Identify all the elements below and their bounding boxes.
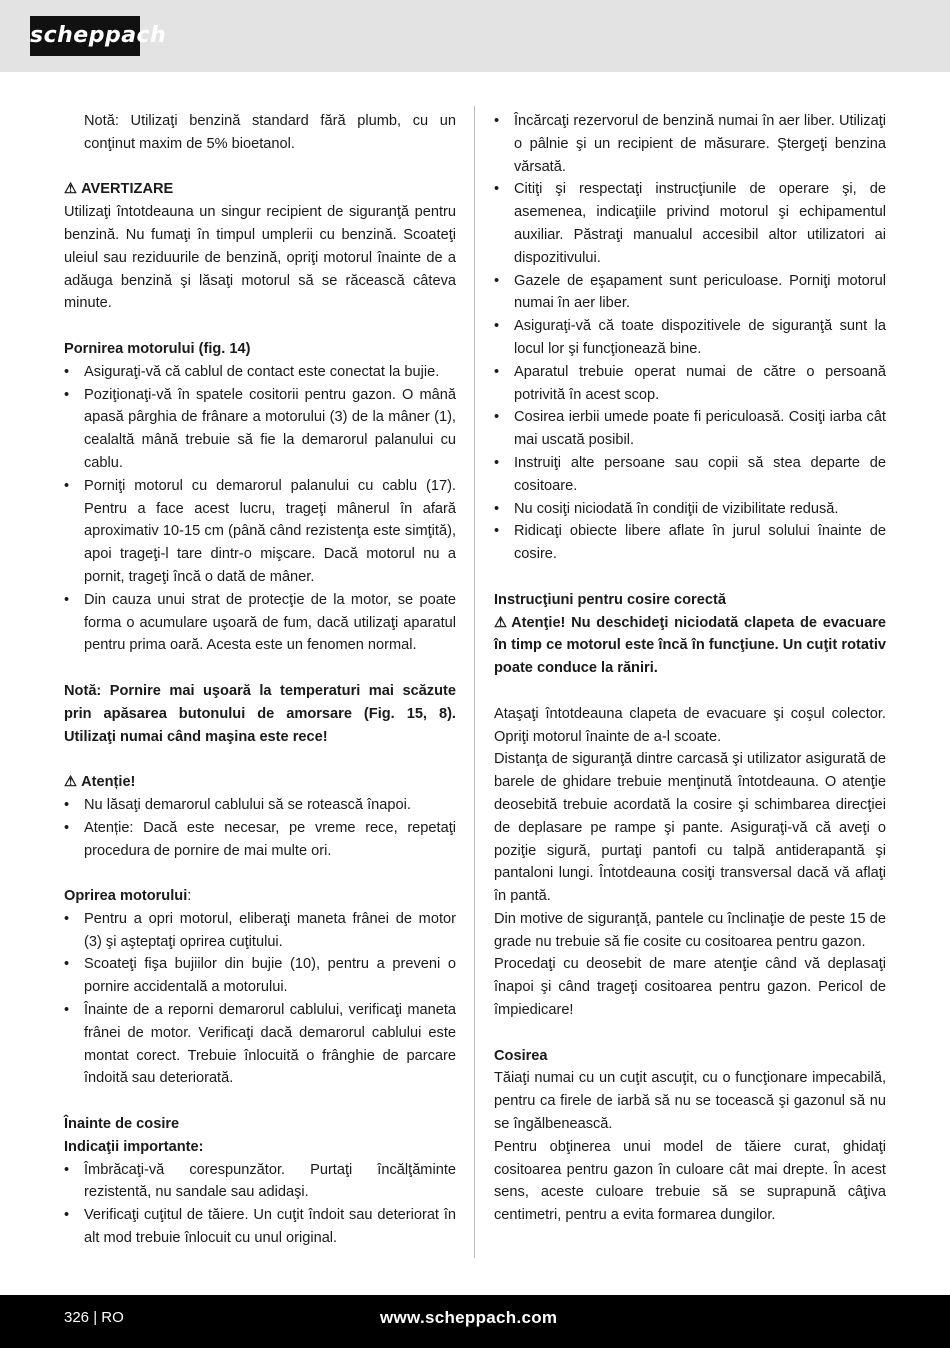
- warning-heading: ⚠ AVERTIZARE: [64, 178, 456, 201]
- list-item: • Ridicaţi obiecte libere aflate în jurul solului înainte de cosire.: [494, 520, 886, 566]
- list-item: • Asiguraţi-vă că cablul de contact este conectat la bujie.: [64, 361, 456, 384]
- list-item: • Citiţi şi respectaţi instrucţiunile de operare şi, de asemenea, indicaţiile privind motorul şi echipamentul auxiliar. Păstraţi manualul accesibil altor utilizatori ai dispozitivului.: [494, 178, 886, 269]
- attention-heading: ⚠ Atenție!: [64, 771, 456, 794]
- paragraph: Ataşaţi întotdeauna clapeta de evacuare şi coşul colector. Opriţi motorul înainte de a-l scoate.: [494, 705, 886, 745]
- primer-note: Notă: Pornire mai uşoară la temperaturi mai scăzute prin apăsarea butonului de amorsare (Fig. 15, 8). Utilizaţi numai când maşina este rece!: [64, 682, 456, 745]
- warning-icon: ⚠: [64, 774, 78, 791]
- fuel-note: Notă: Utilizaţi benzină standard fără plumb, cu un conţinut maxim de 5% bioetanol.: [84, 113, 456, 152]
- list-item: • Cosirea ierbii umede poate fi periculoasă. Cosiţi iarba cât mai uscată posibil.: [494, 406, 886, 452]
- list-item: • Asiguraţi-vă că toate dispozitivele de siguranţă sunt la locul lor şi funcţionează bine.: [494, 315, 886, 361]
- before-mowing-heading: Înainte de cosire: [64, 1116, 180, 1133]
- page-footer: [0, 1295, 950, 1348]
- list-item: • Încărcaţi rezervorul de benzină numai în aer liber. Utilizaţi o pâlnie şi un recipient de măsurare. Ștergeţi benzina vărsată.: [494, 110, 886, 178]
- stop-engine-heading: Oprirea motorului:: [64, 888, 192, 905]
- list-item: • Verificaţi cuţitul de tăiere. Un cuţit îndoit sau deteriorat în alt mod trebuie înlocuit cu unul original.: [64, 1204, 456, 1250]
- list-item: • Pentru a opri motorul, eliberaţi maneta frânei de motor (3) şi aşteptaţi oprirea cuţitului.: [64, 908, 456, 954]
- list-item: • Instruiţi alte persoane sau copii să stea departe de cositoare.: [494, 452, 886, 498]
- before-mowing-list: [64, 1159, 456, 1250]
- mowing-instructions-heading: Instrucţiuni pentru cosire corectă: [494, 591, 726, 608]
- list-item: • Porniţi motorul cu demarorul palanului cu cablu (17). Pentru a face acest lucru, trageţi mânerul în afară aproximativ 10-15 cm (până când rezistenţa este simţită), apoi trageţi-l tare dintr-o mişcare. Dacă motorul nu a pornit, trageţi încă o dată de mâner.: [64, 475, 456, 589]
- paragraph: Din motive de siguranţă, pantele cu înclinaţie de peste 15 de grade nu trebuie să fie cosite cu cositoarea pentru gazon.: [494, 910, 886, 950]
- warning-icon: ⚠: [64, 181, 78, 198]
- page-number: 326 | RO: [64, 1309, 124, 1326]
- warning-text: Utilizaţi întotdeauna un singur recipient de siguranţă pentru benzină. Nu fumaţi în timpul umplerii cu benzină. Scoateţi uleiul sau reziduurile de benzină, opriţi motorul înainte de a adăuga benzină şi lăsaţi motorul să se răcească câteva minute.: [64, 204, 456, 312]
- important-heading: Indicaţii importante:: [64, 1138, 204, 1155]
- list-item: • Nu lăsaţi demarorul cablului să se rotească înapoi.: [64, 794, 456, 817]
- stop-engine-list: [64, 908, 456, 1090]
- list-item: • Aparatul trebuie operat numai de către o persoană potrivită în acest scop.: [494, 361, 886, 407]
- left-column: [64, 110, 456, 1250]
- list-item: • Din cauza unui strat de protecţie de la motor, se poate forma o acumulare uşoară de fum, dacă utilizaţi aparatul pentru prima oară. Acesta este un fenomen normal.: [64, 589, 456, 657]
- list-item: • Poziţionaţi-vă în spatele cositorii pentru gazon. O mână apasă pârghia de frânare a motorului (3) de la mâner (1), cealaltă mână trebuie să fie la demarorul palanului cu cablu.: [64, 384, 456, 475]
- mowing-warning: ⚠ Atenţie! Nu deschideţi niciodată clapeta de evacuare în timp ce motorul este încă în funcţiune. Un cuţit rotativ poate conduce la răniri.: [494, 612, 886, 680]
- paragraph: Distanţa de siguranţă dintre carcasă şi utilizator asigurată de barele de ghidare trebuie menţinută întotdeauna. O atenţie deosebită trebuie acordată la cosire şi schimbarea direcţiei de deplasare pe rampe şi pante. Asiguraţi-vă că aveţi o poziţie sigură, purtaţi pantofi cu talpă antiderapantă şi pantaloni lungi. Întotdeauna cosiţi transversal dacă vă aflaţi în pantă.: [494, 751, 886, 905]
- column-divider: [474, 106, 475, 1258]
- list-item: • Îmbrăcaţi-vă corespunzător. Purtaţi încălţăminte rezistentă, nu sandale sau adidaşi.: [64, 1159, 456, 1205]
- attention-list: [64, 794, 456, 862]
- list-item: • Atenție: Dacă este necesar, pe vreme rece, repetaţi procedura de pornire de mai multe ori.: [64, 817, 456, 863]
- start-engine-heading: Pornirea motorului (fig. 14): [64, 340, 251, 357]
- list-item: • Gazele de eşapament sunt periculoase. Porniţi motorul numai în aer liber.: [494, 270, 886, 316]
- right-column: [494, 110, 886, 1227]
- page-header: [0, 0, 950, 72]
- paragraph: Pentru obţinerea unui model de tăiere curat, ghidaţi cositoarea pentru gazon în culoare cât mai drepte. În acest sens, aceste culoare trebuie să se suprapună câţiva centimetri, pentru a evita formarea dungilor.: [494, 1138, 886, 1224]
- paragraph: Procedaţi cu deosebit de mare atenţie când vă deplasaţi înapoi şi când trageţi cositoarea pentru gazon. Pericol de împiedicare!: [494, 956, 886, 1019]
- list-item: • Nu cosiţi niciodată în condiţii de vizibilitate redusă.: [494, 498, 886, 521]
- website-link[interactable]: www.scheppach.com: [380, 1308, 558, 1327]
- safety-list: [494, 110, 886, 566]
- list-item: • Scoateţi fişa bujiilor din bujie (10), pentru a preveni o pornire accidentală a motorului.: [64, 953, 456, 999]
- paragraph: Tăiaţi numai cu un cuţit ascuţit, cu o funcţionare impecabilă, pentru ca firele de iarbă să nu se tocească şi gazonul să nu se îngălbenească.: [494, 1070, 886, 1133]
- start-engine-list: [64, 361, 456, 657]
- mowing-heading: Cosirea: [494, 1047, 548, 1064]
- list-item: • Înainte de a reporni demarorul cablului, verificaţi maneta frânei de motor. Verificaţi dacă demarorul cablului este montat corect. Trebuie înlocuită o frânghie de parcare îndoită sau deteriorată.: [64, 999, 456, 1090]
- warning-icon: ⚠: [494, 614, 508, 631]
- scheppach-logo: scheppach: [30, 16, 140, 56]
